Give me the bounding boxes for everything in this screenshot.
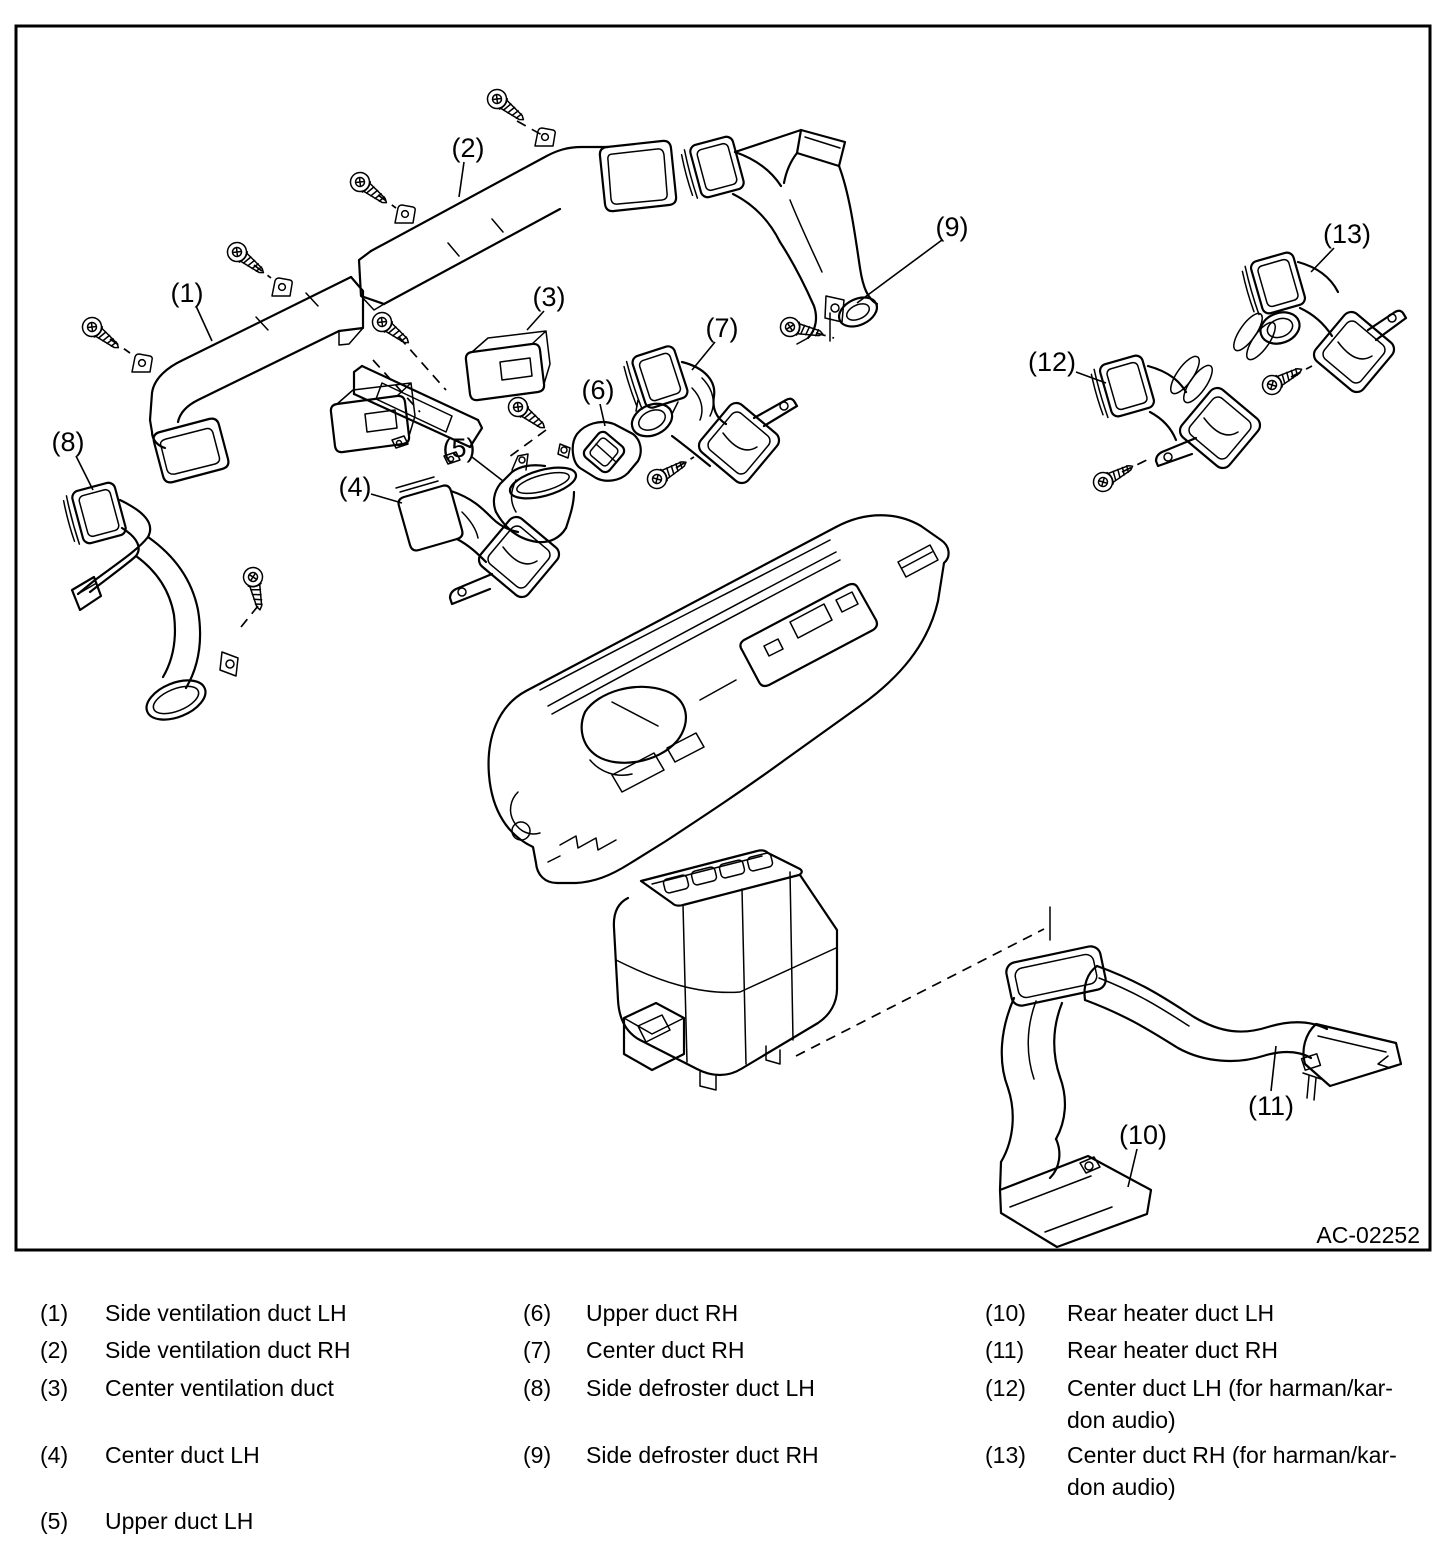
legend-label: Rear heater duct RH <box>1067 1337 1278 1363</box>
callout-3: (3) <box>532 282 566 312</box>
callout-labels <box>52 133 1372 1150</box>
legend-item-2 <box>40 1337 350 1363</box>
legend-label: Upper duct LH <box>105 1508 254 1534</box>
legend-num: (11) <box>985 1337 1025 1363</box>
legend-item-5 <box>40 1508 253 1534</box>
duct-11-drawing <box>1085 966 1402 1100</box>
duct-12-drawing <box>1089 352 1264 471</box>
duct-8-drawing <box>61 481 238 727</box>
legend-label: Center duct RH <box>586 1337 745 1363</box>
legend-item-4 <box>40 1442 260 1468</box>
legend-item-6 <box>523 1300 738 1326</box>
duct-1-drawing <box>132 277 363 482</box>
callout-9: (9) <box>935 212 969 242</box>
callout-12: (12) <box>1027 347 1077 377</box>
legend-num: (7) <box>523 1337 552 1363</box>
callout-2: (2) <box>451 133 485 163</box>
legend-label: Side ventilation duct LH <box>105 1300 347 1326</box>
legend-label: don audio) <box>1067 1407 1176 1433</box>
duct-7-drawing <box>621 345 797 487</box>
legend-label: Center ventilation duct <box>105 1375 334 1401</box>
legend-num: (3) <box>40 1375 69 1401</box>
duct-4-drawing <box>396 477 563 604</box>
legend-num: (9) <box>523 1442 552 1468</box>
legend-label: Center duct RH (for harman/kar- <box>1067 1442 1397 1468</box>
callout-10: (10) <box>1118 1120 1168 1150</box>
callout-7: (7) <box>705 313 739 343</box>
duct-2-drawing <box>359 128 676 310</box>
legend-num: (13) <box>985 1442 1026 1468</box>
callout-1: (1) <box>170 278 204 308</box>
legend-label: Center duct LH (for harman/kar- <box>1067 1375 1393 1401</box>
duct-13-drawing <box>1229 251 1406 396</box>
legend-label: Side defroster duct LH <box>586 1375 815 1401</box>
legend-num: (12) <box>985 1375 1026 1401</box>
legend-num: (10) <box>985 1300 1026 1326</box>
diagram-border <box>16 26 1430 1250</box>
legend-item-13 <box>985 1442 1397 1468</box>
legend-label: don audio) <box>1067 1474 1176 1500</box>
legend-label: Rear heater duct LH <box>1067 1300 1275 1326</box>
screw-icons <box>79 86 1312 627</box>
duct-10-drawing <box>796 907 1151 1247</box>
callout-8: (8) <box>51 427 85 457</box>
legend-item-7 <box>523 1337 745 1363</box>
callout-4: (4) <box>338 472 372 502</box>
legend-item-3 <box>40 1375 334 1401</box>
legend-item-9 <box>523 1442 819 1468</box>
legend-num: (2) <box>40 1337 69 1363</box>
figure-code: AC-02252 <box>1316 1222 1420 1248</box>
legend-label: Center duct LH <box>105 1442 260 1468</box>
duct-6-drawing <box>558 422 641 481</box>
legend-num: (5) <box>40 1508 69 1534</box>
legend-item-1 <box>40 1300 347 1326</box>
callout-5: (5) <box>442 433 476 463</box>
legend-item-10 <box>985 1300 1274 1326</box>
legend-item-8 <box>523 1375 815 1401</box>
instrument-panel-drawing <box>489 515 949 883</box>
callout-11: (11) <box>1247 1091 1295 1121</box>
legend-item-11 <box>985 1337 1278 1363</box>
legend-num: (1) <box>40 1300 69 1326</box>
legend-num: (8) <box>523 1375 552 1401</box>
callout-13: (13) <box>1322 219 1372 249</box>
legend-item-13-line2 <box>1067 1474 1176 1500</box>
legend-item-12-line2 <box>1067 1407 1176 1433</box>
duct-9-drawing <box>679 130 881 344</box>
legend-item-12 <box>985 1375 1393 1401</box>
legend-label: Side defroster duct RH <box>586 1442 819 1468</box>
legend-label: Side ventilation duct RH <box>105 1337 351 1363</box>
heater-unit-drawing <box>614 850 837 1090</box>
legend-label: Upper duct RH <box>586 1300 739 1326</box>
legend-num: (6) <box>523 1300 552 1326</box>
legend-num: (4) <box>40 1442 69 1468</box>
callout-6: (6) <box>581 375 615 405</box>
